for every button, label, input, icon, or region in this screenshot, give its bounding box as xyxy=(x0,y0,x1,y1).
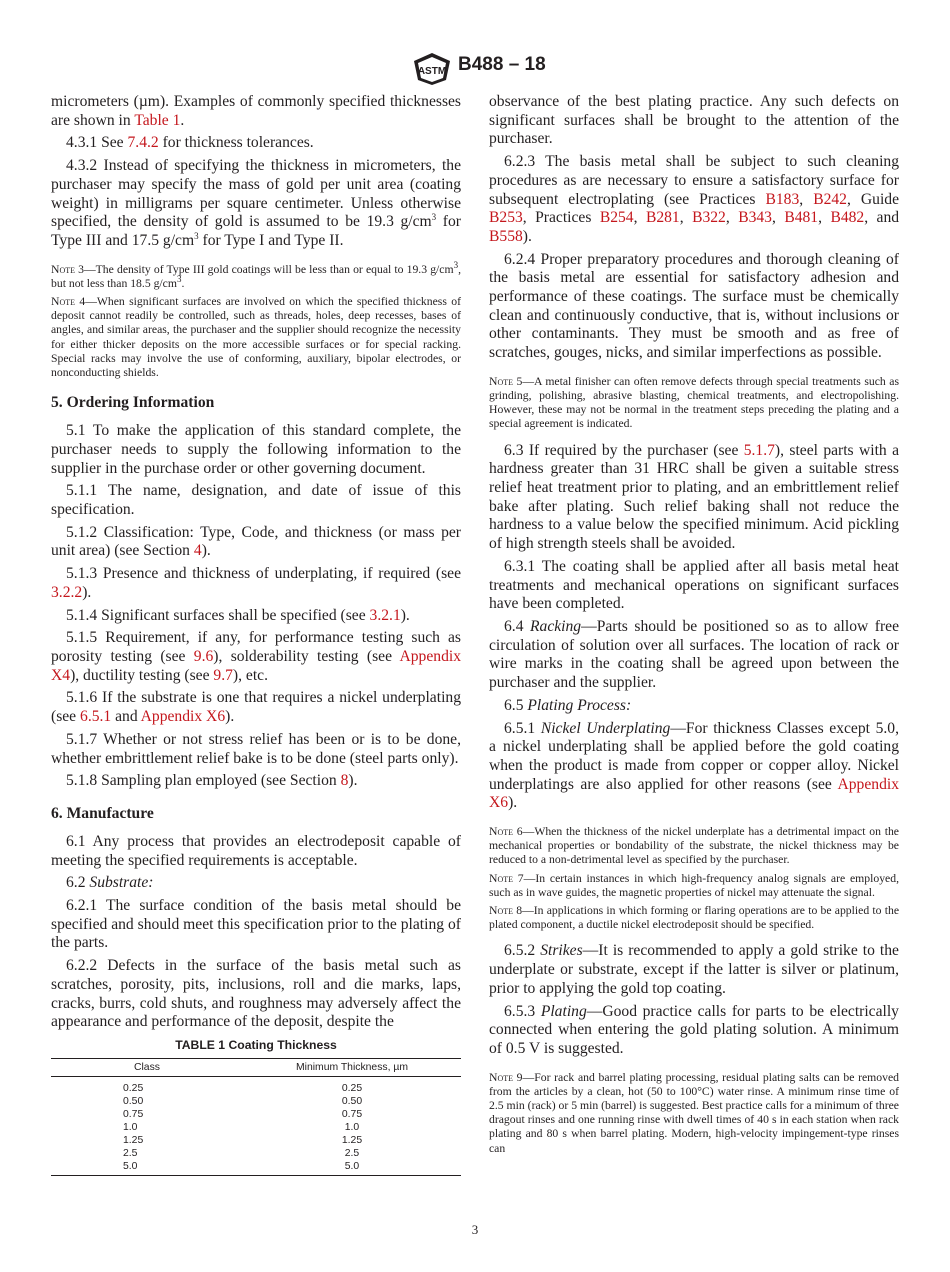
table-row: 5.0 5.0 xyxy=(51,1160,461,1176)
column-header-min-thickness: Minimum Thickness, µm xyxy=(243,1059,461,1077)
page-header xyxy=(0,52,950,84)
note-9: Note 9—For rack and barrel plating processing, residual plating salts can be removed from the articles by a clean, hot (50 to 100°C) water rinse. A minimum rinse time of 2.5 min (rack) or 5 min (barrel) is suggested. Best practice calls for a minimum of three dragout rinses and one running rinse with dwell times of 40 s in each station when rack plating and 80 s when barrel plating. Modern, high-velocity impingement-type rinses can xyxy=(489,1070,899,1155)
section-5-1-4: 5.1.4 Significant surfaces shall be specified (see 3.2.1). xyxy=(66,606,410,624)
link-3-2-2[interactable]: 3.2.2 xyxy=(51,583,83,601)
link-section-8[interactable]: 8 xyxy=(340,772,349,790)
table-row: 0.75 0.75 xyxy=(123,1109,363,1120)
note-7: Note 7—In certain instances in which high-frequency analog signals are employed, such as in wave guides, the magnetic properties of nickel may attenuate the signal. xyxy=(489,871,899,899)
link-b253[interactable]: B253 xyxy=(489,209,523,227)
link-b254[interactable]: B254 xyxy=(599,209,634,227)
table-1 xyxy=(51,1038,461,1176)
link-appendix-x6[interactable]: Appendix X6 xyxy=(140,708,226,726)
link-b482[interactable]: B482 xyxy=(830,209,865,227)
heading-section-5: 5. Ordering Information xyxy=(51,394,215,412)
section-6-3-1: 6.3.1 The coating shall be applied after all basis metal heat treatments and mechanical operations on significant surfaces have been completed. xyxy=(489,557,899,613)
note-6: Note 6—When the thickness of the nickel underplate has a detrimental impact on the mechanical properties or bondability of the substrate, the nickel thickness may be reduced to a non-detrimental level as specified by the purchaser. xyxy=(489,825,899,867)
section-6-4: 6.4 Racking—Parts should be positioned so as to allow free circulation of solution over all surfaces. The location of rack or wire marks in the coating shall be agreed upon between the purchaser and the supplier. xyxy=(489,617,900,692)
table-row: 1.0 1.0 xyxy=(123,1122,360,1133)
link-5-1-7[interactable]: 5.1.7 xyxy=(743,441,775,459)
section-5-1-5: 5.1.5 Requirement, if any, for performance testing such as porosity testing (see 9.6), solderability testing (see Appendix X4), ductility testing (see 9.7), etc. xyxy=(51,629,461,684)
link-6-5-1[interactable]: 6.5.1 xyxy=(80,708,112,726)
paragraph-continued: observance of the best plating practice. Any such defects on significant surfaces shall be brought to the attention of the purchaser. xyxy=(489,93,899,148)
page-number: 3 xyxy=(471,1222,479,1237)
paragraph-intro: micrometers (µm). Examples of commonly specified thicknesses are shown in Table 1. xyxy=(51,93,461,129)
link-3-2-1[interactable]: 3.2.1 xyxy=(369,606,401,624)
section-6-3: 6.3 If required by the purchaser (see 5.1.7), steel parts with a hardness greater than 31 HRC shall be given a suitable stress relief heat treatment prior to plating, and an embrittlement relief bake after plating. Such relief baking shall not reduce the hardness to a value below the specified minimum. Acid pickling of high strength steels shall be avoided. xyxy=(489,441,899,553)
section-5-1-8: 5.1.8 Sampling plan employed (see Section 8). xyxy=(66,772,358,790)
section-6-5: 6.5 Plating Process: xyxy=(504,696,632,714)
note-5: Note 5—A metal finisher can often remove defects through special treatments such as grinding, polishing, abrasive blasting, chemical treatments, and electropolishing. However, these may not be normal in the treatment steps preceding the plating and a special agreement is indicated. xyxy=(489,374,899,431)
note-8: Note 8—In applications in which forming or flaring operations are to be applied to the plated component, a ductile nickel electrodeposit should be specified. xyxy=(489,904,900,932)
table-row: 1.25 1.25 xyxy=(123,1135,363,1146)
table-header-row xyxy=(51,1059,461,1077)
link-appendix-x4[interactable]: Appendix X4 xyxy=(51,647,461,684)
link-9-6[interactable]: 9.6 xyxy=(193,647,214,665)
coating-thickness-table xyxy=(51,1058,461,1176)
section-5-1-3: 5.1.3 Presence and thickness of underplating, if required (see 3.2.2). xyxy=(51,565,461,601)
section-6-2: 6.2 Substrate: xyxy=(66,874,154,892)
section-6-2-1: 6.2.1 The surface condition of the basis metal should be specified and should meet this specification prior to the plating of the parts. xyxy=(51,897,461,952)
section-6-5-1: 6.5.1 Nickel Underplating—For thickness Classes except 5.0, a nickel underplating shall be applied before the gold coating when the product is made from copper or copper alloy. Nickel underplatings are also applied for other reasons (see Appendix X6). xyxy=(489,719,900,812)
section-5-1-6: 5.1.6 If the substrate is one that requires a nickel underplating (see 6.5.1 and Appendix X6). xyxy=(51,689,461,726)
section-5-1-7: 5.1.7 Whether or not stress relief has been or is to be done, whether embrittlement relief bake is to be done (steel parts only). xyxy=(51,730,461,767)
table-title: TABLE 1 Coating Thickness xyxy=(175,1038,337,1052)
section-6-5-3: 6.5.3 Plating—Good practice calls for parts to be electrically connected when entering the gold plating solution. A minimum of 0.5 V is suggested. xyxy=(489,1002,899,1057)
link-7-4-2[interactable]: 7.4.2 xyxy=(127,134,159,152)
table-row: 0.50 0.50 xyxy=(123,1096,363,1107)
link-section-4[interactable]: 4 xyxy=(193,542,202,560)
left-column xyxy=(51,93,461,1036)
heading-section-6: 6. Manufacture xyxy=(51,804,154,822)
link-b242[interactable]: B242 xyxy=(813,190,847,208)
note-4: Note 4—When significant surfaces are involved on which the specified thickness of deposit cannot readily be controlled, such as threads, holes, deep recesses, bases of angles, and similar areas, the purchaser and the supplier should recognize the necessity for either thicker deposits on the more accessible surfaces or for special racking. Special racks may involve the use of conforming, auxiliary, bipolar electrodes, or nonconducting shields. xyxy=(51,295,461,380)
section-4-3-2: 4.3.2 Instead of specifying the thickness in micrometers, the purchaser may specify the mass of gold per unit area (coating weight) in milligrams per square centimeter. Unless otherwise specified, the density of gold is assumed to be 19.3 $g/cm^3$ for Type III and 17.5 $g/cm^3$ for Type I and Type II. xyxy=(51,157,461,249)
astm-logo-icon xyxy=(412,52,452,86)
section-4-3-1: 4.3.1 See 7.4.2 for thickness tolerances. xyxy=(66,134,314,152)
link-b281[interactable]: B281 xyxy=(645,209,680,227)
link-table-1[interactable]: Table 1 xyxy=(134,111,181,129)
table-row: 2.5 2.5 xyxy=(123,1148,360,1159)
link-b343[interactable]: B343 xyxy=(738,209,772,227)
section-5-1: 5.1 To make the application of this standard complete, the purchaser needs to supply the following information to the supplier in the purchase order or other governing document. xyxy=(51,422,461,477)
document-designation: B488 – 18 xyxy=(458,54,546,75)
link-b558[interactable]: B558 xyxy=(489,227,523,245)
svg-text:ASTM: ASTM xyxy=(417,66,447,77)
table-row: 0.25 0.25 xyxy=(123,1083,363,1094)
note-3: Note 3—The density of Type III gold coatings will be less than or equal to 19.3 $g/cm^3$, but not less than 18.5 $g/cm^3$. xyxy=(51,259,461,290)
link-appendix-x6-b[interactable]: Appendix X6 xyxy=(489,775,899,812)
section-5-1-2: 5.1.2 Classification: Type, Code, and thickness (or mass per unit area) (see Section 4). xyxy=(51,523,461,560)
link-b322[interactable]: B322 xyxy=(692,209,726,227)
link-b183[interactable]: B183 xyxy=(765,190,800,208)
section-6-2-2: 6.2.2 Defects in the surface of the basis metal such as scratches, porosity, pits, inclusions, roll and die marks, laps, cracks, burrs, cold shuts, and roughness may adversely affect the appearance and performance of the deposit, despite the xyxy=(51,957,461,1031)
section-5-1-1: 5.1.1 The name, designation, and date of issue of this specification. xyxy=(51,482,461,519)
link-b481[interactable]: B481 xyxy=(784,209,819,227)
link-9-7[interactable]: 9.7 xyxy=(213,666,233,684)
section-6-5-2: 6.5.2 Strikes—It is recommended to apply a gold strike to the underplate or substrate, except if the latter is silver or platinum, prior to applying the gold top coating. xyxy=(489,942,899,997)
section-6-2-3: 6.2.3 The basis metal shall be subject to such cleaning procedures as are necessary to ensure a satisfactory surface for subsequent electroplating (see Practices B183, B242, Guide B253, Practices B254, B281, B322, B343, B481, B482, and B558). xyxy=(489,153,900,245)
right-column xyxy=(489,93,899,1160)
section-6-1: 6.1 Any process that provides an electrodeposit capable of meeting the specified requirements is acceptable. xyxy=(51,832,461,869)
section-6-2-4: 6.2.4 Proper preparatory procedures and thorough cleaning of the basis metal are essential for satisfactory adhesion and performance of these coatings. The surface must be chemically clean and continuously conductive, that is, without inclusions or other contaminants. They must be smooth and as free of scratches, gouges, nicks, and similar imperfections as possible. xyxy=(489,250,899,362)
column-header-class: Class xyxy=(51,1059,243,1077)
